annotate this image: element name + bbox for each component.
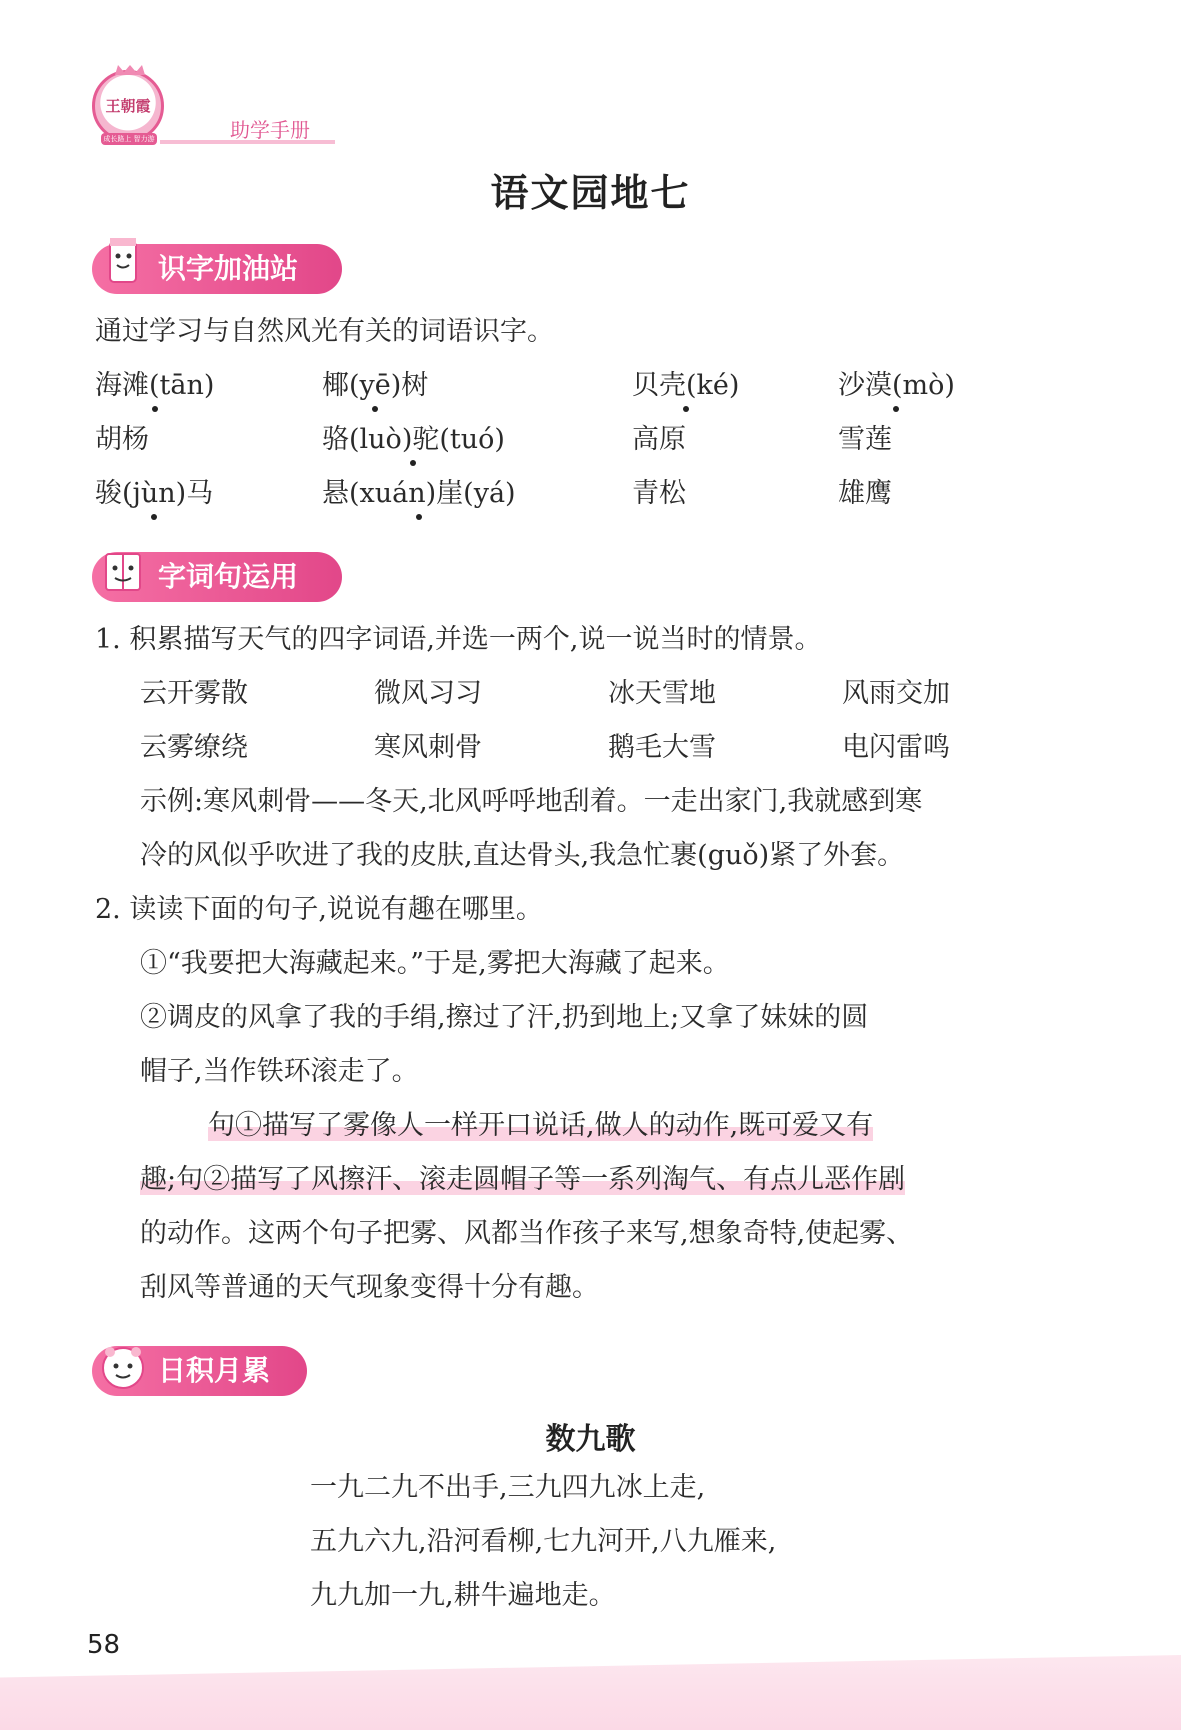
section-heading-2-label: 字词句运用 xyxy=(158,560,299,593)
section-heading-3 xyxy=(92,1346,307,1396)
crown-icon xyxy=(115,65,145,75)
word-item: 冰天雪地 xyxy=(608,678,716,709)
vocab-item xyxy=(95,476,213,512)
vocab-item xyxy=(95,422,149,458)
vocab-item-text: 雪莲 xyxy=(838,424,892,455)
section-heading-3-label: 日积月累 xyxy=(158,1354,271,1387)
book-mascot-icon xyxy=(98,544,148,602)
vocab-item xyxy=(838,476,892,512)
poem-title: 数九歌 xyxy=(545,1422,636,1457)
pencil-mascot-icon xyxy=(98,236,148,294)
vocab-item-text: 海滩(tān) xyxy=(95,368,214,404)
answer-line-1-text: 句①描写了雾像人一样开口说话,做人的动作,既可爱又有 xyxy=(208,1110,874,1141)
vocab-item-text: 悬(xuán)崖(yá) xyxy=(322,476,516,512)
vocab-item xyxy=(322,476,516,512)
logo-text: 王朝霞 xyxy=(105,97,151,115)
poem-line-2: 五九六九,沿河看柳,七九河开,八九雁来, xyxy=(310,1526,777,1557)
vocab-item xyxy=(838,368,955,404)
poem-line-1: 一九二九不出手,三九四九冰上走, xyxy=(310,1472,706,1503)
vocab-item xyxy=(632,422,686,458)
header-label: 助学手册 xyxy=(230,118,310,142)
example-line-2: 冷的风似乎吹进了我的皮肤,直达骨头,我急忙裹(guǒ)紧了外套。 xyxy=(140,840,905,871)
vocab-item-text: 骆(luò)驼(tuó) xyxy=(322,422,505,458)
poem-line-3: 九九加一九,耕牛遍地走。 xyxy=(310,1580,616,1611)
sentence-1: ①“我要把大海藏起来。”于是,雾把大海藏了起来。 xyxy=(140,948,730,979)
page-title: 语文园地七 xyxy=(490,171,691,215)
vocab-item-text: 雄鹰 xyxy=(838,478,892,509)
word-item: 电闪雷鸣 xyxy=(842,732,950,763)
vocab-item xyxy=(838,422,892,458)
section-heading-2 xyxy=(92,552,342,602)
word-item: 云雾缭绕 xyxy=(140,732,248,763)
section-heading-1-label: 识字加油站 xyxy=(158,252,299,285)
vocab-item xyxy=(632,368,739,404)
vocab-item-text: 高原 xyxy=(632,424,686,455)
answer-line-2 xyxy=(140,1162,905,1198)
footer-band xyxy=(0,1655,1181,1730)
word-item: 云开雾散 xyxy=(140,678,248,709)
section1-intro: 通过学习与自然风光有关的词语识字。 xyxy=(95,316,554,347)
vocab-item xyxy=(322,422,505,458)
vocab-item-text: 骏(jùn)马 xyxy=(95,476,213,512)
word-item: 鹅毛大雪 xyxy=(608,732,716,763)
vocab-item-text: 椰(yē)树 xyxy=(322,368,428,404)
logo-ribbon: 成长路上 智力游戏 xyxy=(101,133,157,145)
word-item: 寒风刺骨 xyxy=(374,732,482,763)
vocab-item xyxy=(95,368,214,404)
answer-line-1 xyxy=(208,1108,873,1144)
vocab-item-text: 青松 xyxy=(632,478,686,509)
question-2: 2. 读读下面的句子,说说有趣在哪里。 xyxy=(95,894,543,925)
vocab-item-text: 胡杨 xyxy=(95,424,149,455)
vocab-item-text: 贝壳(ké) xyxy=(632,368,739,404)
answer-line-4: 刮风等普通的天气现象变得十分有趣。 xyxy=(140,1272,599,1303)
example-line-1: 示例:寒风刺骨——冬天,北风呼呼地刮着。一走出家门,我就感到寒 xyxy=(140,786,923,817)
answer-line-3: 的动作。这两个句子把雾、风都当作孩子来写,想象奇特,使起雾、 xyxy=(140,1218,914,1249)
sentence-2b: 帽子,当作铁环滚走了。 xyxy=(140,1056,419,1087)
word-item: 风雨交加 xyxy=(842,678,950,709)
sheep-mascot-icon xyxy=(98,1338,148,1396)
brand-logo xyxy=(92,70,164,155)
page-number: 58 xyxy=(87,1630,121,1660)
vocab-item-text: 沙漠(mò) xyxy=(838,368,955,404)
section-heading-1 xyxy=(92,244,342,294)
vocab-item xyxy=(322,368,428,404)
sentence-2a: ②调皮的风拿了我的手绢,擦过了汗,扔到地上;又拿了妹妹的圆 xyxy=(140,1002,869,1033)
answer-line-2-text: 趣;句②描写了风擦汗、滚走圆帽子等一系列淘气、有点儿恶作剧 xyxy=(140,1164,906,1195)
question-1: 1. 积累描写天气的四字词语,并选一两个,说一说当时的情景。 xyxy=(95,624,822,655)
word-item: 微风习习 xyxy=(374,678,482,709)
vocab-item xyxy=(632,476,686,512)
